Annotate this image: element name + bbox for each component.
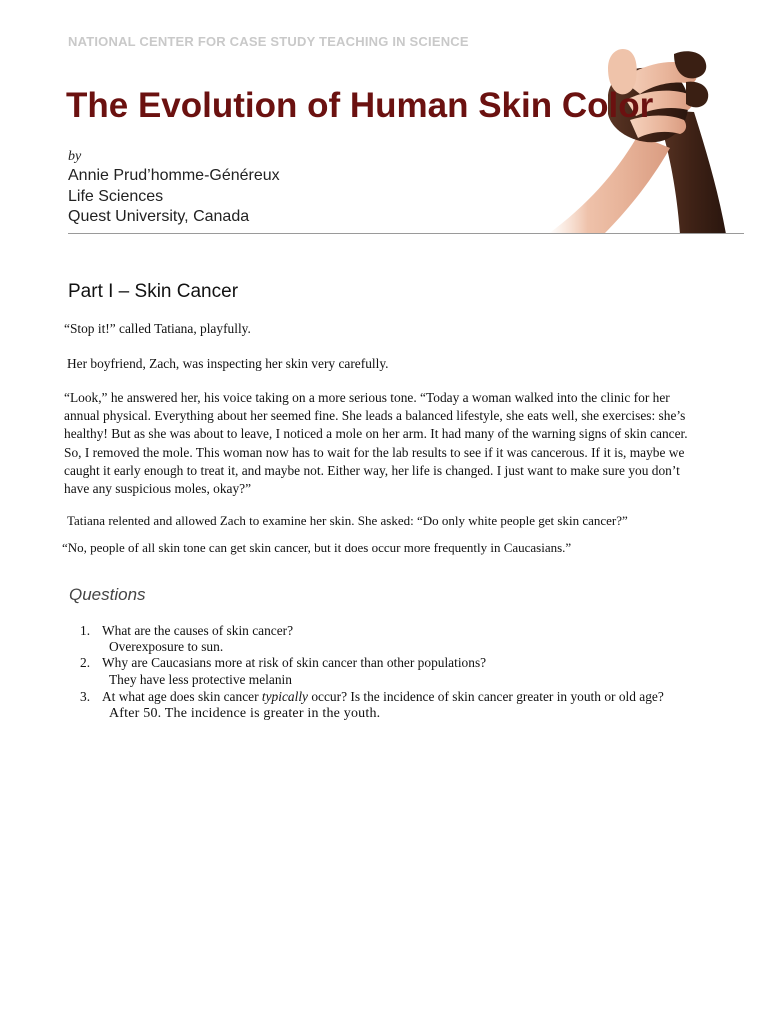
paragraph: “No, people of all skin tone can get skin cancer, but it does occur more frequently in Caucasians.” — [62, 540, 572, 555]
answer-text: They have less protective melanin — [109, 672, 292, 687]
by-label: by — [68, 149, 82, 164]
header-divider — [68, 233, 744, 234]
question-number: 1. — [80, 623, 91, 638]
question-number: 3. — [80, 689, 91, 704]
clasped-hands-illustration — [548, 40, 748, 234]
question-text — [102, 689, 664, 705]
question-text-part: occur? Is the incidence of skin cancer greater in youth or old age? — [308, 689, 664, 704]
question-number: 2. — [80, 655, 91, 670]
organization-header: NATIONAL CENTER FOR CASE STUDY TEACHING IN SCIENCE — [68, 34, 469, 49]
question-text: Why are Caucasians more at risk of skin cancer than other populations? — [102, 655, 487, 670]
paragraph: “Stop it!” called Tatiana, playfully. — [64, 321, 251, 336]
document-title: The Evolution of Human Skin Color — [66, 86, 654, 125]
paragraph: “Look,” he answered her, his voice taking on a more serious tone. “Today a woman walked into the clinic for her annual physical. Everything about her seemed fine. She leads a balanced lifestyle, she eats well, she exercises: she’s healthy! But as she was about to leave, I noticed a mole on her arm. It had many of the warning signs of skin cancer. So, I removed the mole. This woman now has to wait for the lab results to see if it was cancerous. If it is, maybe we caught it early enough to treat it, and maybe not. Either way, her life is changed. I just want to make sure you don’t have any suspicious moles, okay?” — [64, 390, 688, 497]
question-text: What are the causes of skin cancer? — [102, 623, 294, 638]
paragraph: Tatiana relented and allowed Zach to examine her skin. She asked: “Do only white people get skin cancer?” — [67, 513, 628, 528]
paragraph: Her boyfriend, Zach, was inspecting her skin very carefully. — [67, 356, 389, 371]
author-name: Annie Prud’homme-Généreux — [68, 167, 280, 184]
answer-text: Overexposure to sun. — [109, 639, 224, 654]
answer-text: After 50. The incidence is greater in the youth. — [109, 706, 381, 721]
question-emphasis: typically — [261, 689, 308, 704]
question-text-part: At what age does skin cancer — [102, 689, 262, 704]
author-department: Life Sciences — [68, 187, 164, 205]
author-institution: Quest University, Canada — [68, 208, 250, 225]
questions-heading: Questions — [69, 585, 146, 604]
author-block — [68, 148, 280, 228]
section-heading: Part I – Skin Cancer — [68, 281, 239, 302]
